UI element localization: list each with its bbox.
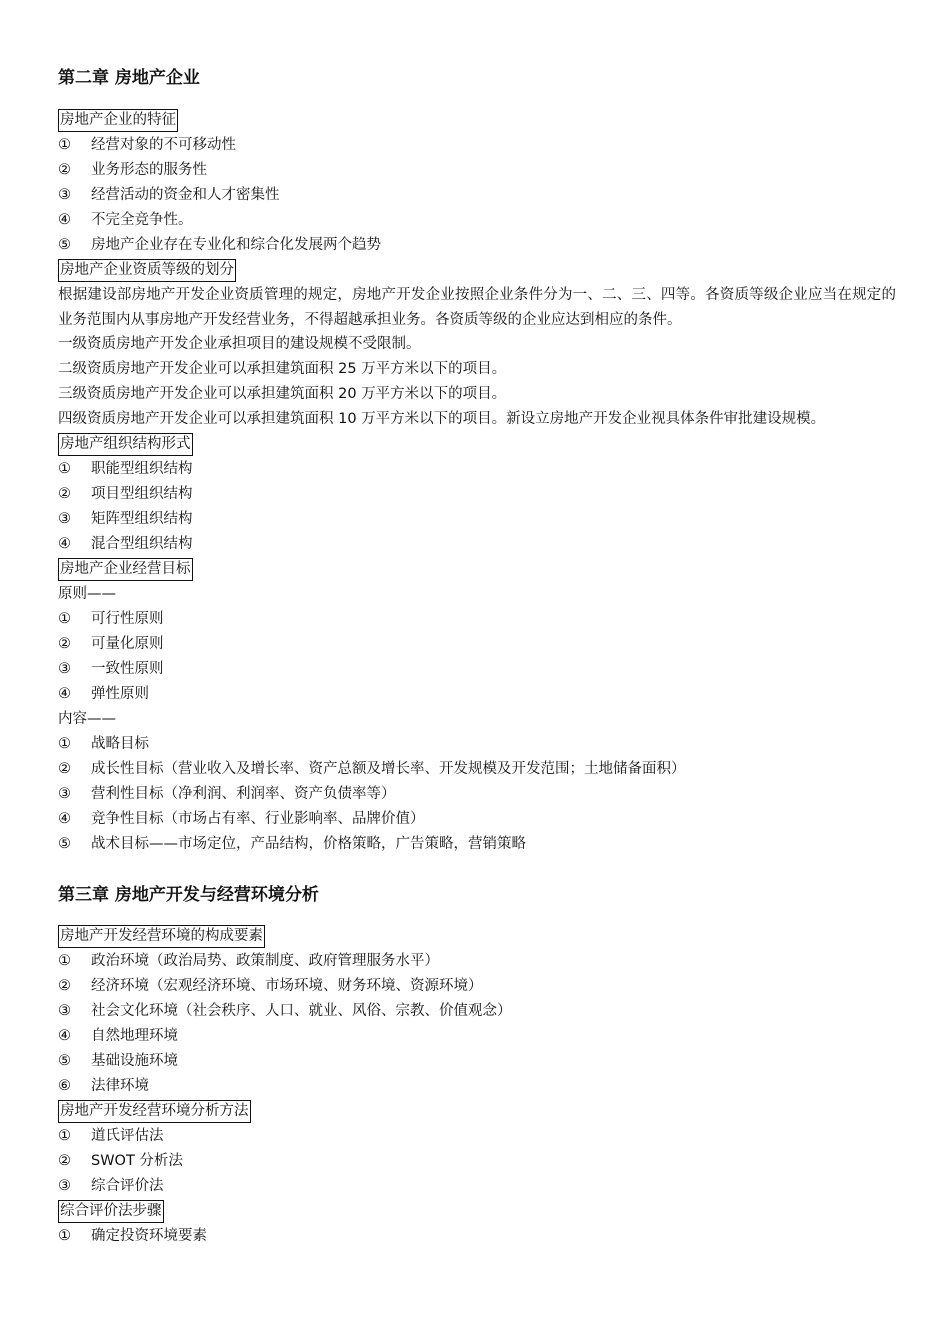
qualification-line: 二级资质房地产开发企业可以承担建筑面积 25 万平方米以下的项目。 xyxy=(58,361,507,377)
list-item: ② 成长性目标（营业收入及增长率、资产总额及增长率、开发规模及开发范围；土地储备面积） xyxy=(58,760,686,777)
section-heading-structure: 房地产组织结构形式 xyxy=(58,433,193,456)
steps-list xyxy=(58,1224,896,1249)
list-item: ④ 不完全竞争性。 xyxy=(58,212,193,228)
list-item: ③ 社会文化环境（社会秩序、人口、就业、风俗、宗教、价值观念） xyxy=(58,1002,512,1019)
methods-list xyxy=(58,1124,896,1199)
list-item: ④ 混合型组织结构 xyxy=(58,535,193,552)
qualification-paragraph: 四级资质房地产开发企业可以承担建筑面积 10 万平方米以下的项目。新设立房地产开发企业视具体条件审批建设规模。 xyxy=(58,411,826,427)
list-item: ① 政治环境（政治局势、政策制度、政府管理服务水平） xyxy=(58,952,439,969)
section-heading-steps: 综合评价法步骤 xyxy=(58,1200,164,1223)
list-item: ② 业务形态的服务性 xyxy=(58,162,207,178)
list-item: ① 可行性原则 xyxy=(58,610,164,627)
list-item: ② 可量化原则 xyxy=(58,635,164,652)
section-heading-elements: 房地产开发经营环境的构成要素 xyxy=(58,925,265,948)
qualification-line: 三级资质房地产开发企业可以承担建筑面积 20 万平方米以下的项目。 xyxy=(58,386,507,402)
list-item: ③ 营利性目标（净利润、利润率、资产负债率等） xyxy=(58,785,396,802)
section-heading-goals: 房地产企业经营目标 xyxy=(58,558,193,581)
list-item: ③ 经营活动的资金和人才密集性 xyxy=(58,187,280,203)
chapter-2-title: 第二章 房地产企业 xyxy=(58,68,200,88)
contents-list xyxy=(58,732,896,857)
list-item: ③ 矩阵型组织结构 xyxy=(58,510,193,527)
document-page xyxy=(58,0,896,1249)
principles-label: 原则—— xyxy=(58,585,116,602)
list-item: ① 职能型组织结构 xyxy=(58,460,193,477)
list-item: ④ 弹性原则 xyxy=(58,685,149,702)
qualification-paragraph: 根据建设部房地产开发企业资质管理的规定，房地产开发企业按照企业条件分为一、二、三、四等。各资质等级企业应当在规定的业务范围内从事房地产开发经营业务，不得超越承担业务。各资质等级的企业应达到相应的条件。 xyxy=(58,287,896,328)
section-heading-qualification: 房地产企业资质等级的划分 xyxy=(58,259,236,282)
list-item: ② 经济环境（宏观经济环境、市场环境、财务环境、资源环境） xyxy=(58,977,483,994)
section-heading-methods: 房地产开发经营环境分析方法 xyxy=(58,1100,251,1123)
features-list xyxy=(58,133,896,258)
elements-list xyxy=(58,949,896,1099)
list-item: ② SWOT 分析法 xyxy=(58,1152,183,1169)
list-item: ① 道氏评估法 xyxy=(58,1127,164,1144)
list-item: ⑤ 基础设施环境 xyxy=(58,1052,178,1069)
list-item: ⑥ 法律环境 xyxy=(58,1077,149,1094)
list-item: ① 确定投资环境要素 xyxy=(58,1227,207,1244)
structure-list xyxy=(58,457,896,557)
list-item: ③ 一致性原则 xyxy=(58,660,164,677)
list-item: ① 战略目标 xyxy=(58,735,149,752)
list-item: ⑤ 房地产企业存在专业化和综合化发展两个趋势 xyxy=(58,237,381,253)
chapter-3-title: 第三章 房地产开发与经营环境分析 xyxy=(58,884,319,905)
content-label: 内容—— xyxy=(58,710,116,727)
list-item: ④ 自然地理环境 xyxy=(58,1027,178,1044)
principles-list xyxy=(58,607,896,707)
section-heading-features: 房地产企业的特征 xyxy=(58,109,178,132)
list-item: ④ 竞争性目标（市场占有率、行业影响率、品牌价值） xyxy=(58,810,425,827)
list-item: ① 经营对象的不可移动性 xyxy=(58,137,236,153)
qualification-line: 一级资质房地产开发企业承担项目的建设规模不受限制。 xyxy=(58,336,421,352)
list-item: ⑤ 战术目标——市场定位，产品结构，价格策略，广告策略，营销策略 xyxy=(58,835,526,852)
list-item: ③ 综合评价法 xyxy=(58,1177,164,1194)
list-item: ② 项目型组织结构 xyxy=(58,485,193,502)
